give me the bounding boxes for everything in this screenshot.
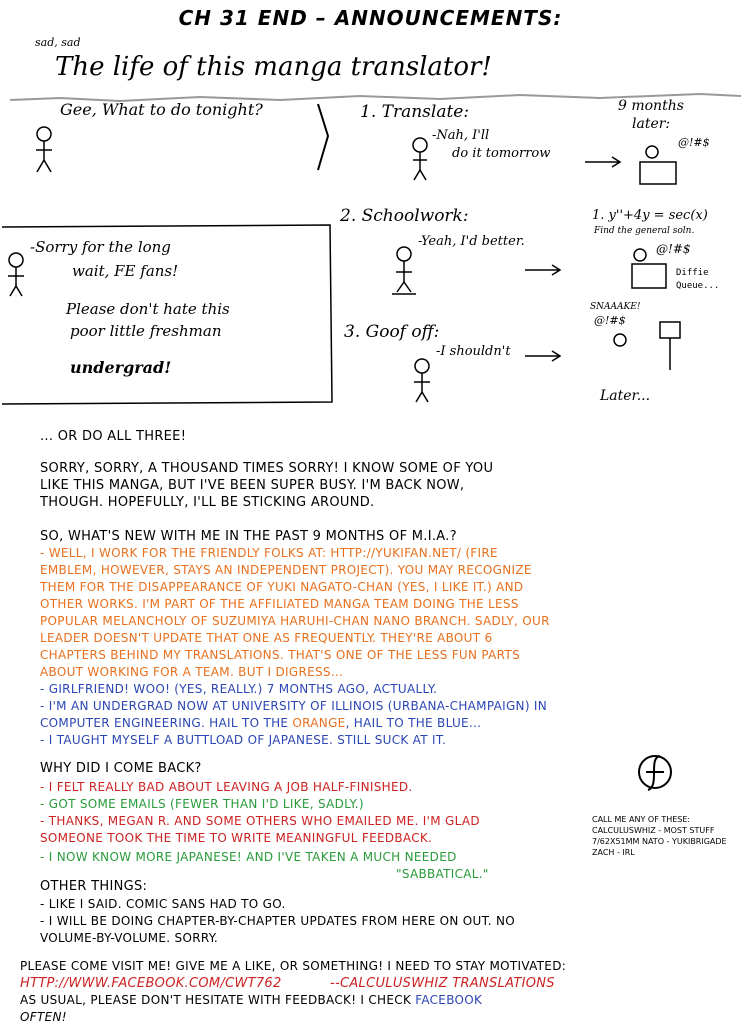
orange-line-7: CHAPTERS BEHIND MY TRANSLATIONS. THAT'S ONE OF THE LESS FUN PARTS: [40, 648, 520, 662]
step3-result: Later...: [600, 388, 651, 404]
apology-line-1: -Sorry for the long: [30, 238, 171, 256]
blue-word: BLUE: [437, 716, 469, 730]
page-title: CH 31 END – ANNOUNCEMENTS:: [178, 6, 563, 30]
call-me-box: [592, 814, 727, 858]
why-back-heading: WHY DID I COME BACK?: [40, 761, 202, 776]
step2-math: 1. y''+4y = sec(x): [592, 208, 708, 223]
apology-line-2: wait, FE fans!: [72, 262, 179, 280]
apology-line-4: poor little freshman: [70, 322, 222, 340]
undergrad-line-2: [40, 715, 481, 732]
reason-3-line-2: SOMEONE TOOK THE TIME TO WRITE MEANINGFUL FEEDBACK.: [40, 831, 433, 845]
undergrad-line-1: - I'M AN UNDERGRAD NOW AT UNIVERSITY OF ILLINOIS (URBANA-CHAMPAIGN) IN: [40, 699, 548, 713]
sorry-line-1: SORRY, SORRY, A THOUSAND TIMES SORRY! I KNOW SOME OF YOU: [40, 461, 494, 476]
step2-caption-2: Queue...: [676, 281, 720, 291]
sorry-line-2: LIKE THIS MANGA, BUT I'VE BEEN SUPER BUSY. I'M BACK NOW,: [40, 478, 465, 493]
orange-line-5: POPULAR MELANCHOLY OF SUZUMIYA HARUHI-CHAN NANO BRANCH. SADLY, OUR: [40, 614, 550, 628]
reason-4: - I NOW KNOW MORE JAPANESE! AND I'VE TAKEN A MUCH NEEDED: [40, 850, 457, 864]
step3-reply: -I shouldn't: [436, 344, 511, 359]
facebook-word: FACEBOOK: [415, 993, 483, 1007]
signature: --CALCULUSWHIZ TRANSLATIONS: [330, 976, 555, 991]
sorry-line-3: THOUGH. HOPEFULLY, I'LL BE STICKING AROUND.: [40, 495, 375, 510]
visit-line: PLEASE COME VISIT ME! GIVE ME A LIKE, OR SOMETHING! I NEED TO STAY MOTIVATED:: [20, 959, 567, 973]
other-2-line-1: - I WILL BE DOING CHAPTER-BY-CHAPTER UPDATES FROM HERE ON OUT. NO: [40, 914, 516, 928]
step3-label: 3. Goof off:: [344, 322, 440, 342]
step3-noise-1: SNAAAKE!: [590, 302, 641, 312]
calculus-logo-icon: [639, 756, 671, 790]
step1-reply-1: -Nah, I'll: [432, 128, 490, 143]
apology-line-5: undergrad!: [70, 358, 172, 377]
step2-noise: @!#$: [656, 242, 691, 256]
whats-new-heading: SO, WHAT'S NEW WITH ME IN THE PAST 9 MONTHS OF M.I.A.?: [40, 529, 457, 544]
often-line: OFTEN!: [20, 1010, 67, 1024]
hail-end: ...: [468, 716, 482, 730]
step1-noise: @!#$: [678, 136, 710, 149]
step3-noise-2: @!#$: [594, 314, 626, 327]
step1-result-2: later:: [632, 116, 671, 132]
call-me-line-4: ZACH - IRL: [592, 848, 635, 857]
other-2-line-2: VOLUME-BY-VOLUME. SORRY.: [40, 931, 219, 945]
reason-3-line-1: - THANKS, MEGAN R. AND SOME OTHERS WHO EMAILED ME. I'M GLAD: [40, 814, 480, 828]
orange-line-6: LEADER DOESN'T UPDATE THAT ONE AS FREQUENTLY. THEY'RE ABOUT 6: [40, 631, 493, 645]
facebook-link[interactable]: HTTP://WWW.FACEBOOK.COM/CWT762: [20, 976, 282, 991]
step1-label: 1. Translate:: [360, 102, 470, 122]
step1-reply-2: do it tomorrow: [452, 146, 551, 161]
call-me-line-1: CALL ME ANY OF THESE:: [592, 815, 691, 824]
gee-text: Gee, What to do tonight?: [60, 100, 263, 119]
orange-line-3: THEM FOR THE DISAPPEARANCE OF YUKI NAGATO-CHAN (YES, I LIKE IT.) AND: [40, 580, 524, 594]
orange-line-4: OTHER WORKS. I'M PART OF THE AFFILIATED MANGA TEAM DOING THE LESS: [40, 597, 519, 611]
all-three-text: ... OR DO ALL THREE!: [40, 429, 187, 444]
reason-2: - GOT SOME EMAILS (FEWER THAN I'D LIKE, SADLY.): [40, 797, 364, 811]
call-me-line-2: CALCULUSWHIZ - MOST STUFF: [592, 826, 715, 835]
orange-line-1: - WELL, I WORK FOR THE FRIENDLY FOLKS AT: HTTP://YUKIFAN.NET/ (FIRE: [40, 546, 498, 560]
step2-caption-1: Diffie: [676, 268, 709, 278]
call-me-line-3: 7/62X51MM NATO - YUKIBRIGADE: [592, 837, 727, 846]
orange-word: ORANGE: [292, 716, 346, 730]
girlfriend-line: - GIRLFRIEND! WOO! (YES, REALLY.) 7 MONTHS AGO, ACTUALLY.: [40, 682, 438, 696]
feedback-text: AS USUAL, PLEASE DON'T HESITATE WITH FEEDBACK! I CHECK: [20, 993, 416, 1007]
apology-line-3: Please don't hate this: [66, 300, 230, 318]
step2-math2: Find the general soln.: [594, 226, 695, 236]
other-1: - LIKE I SAID. COMIC SANS HAD TO GO.: [40, 897, 286, 911]
feedback-line: [20, 992, 482, 1009]
comic-heading: The life of this manga translator!: [55, 52, 492, 82]
japanese-line: - I TAUGHT MYSELF A BUTTLOAD OF JAPANESE. STILL SUCK AT IT.: [40, 733, 447, 747]
undergrad-line-2-text: COMPUTER ENGINEERING. HAIL TO THE: [40, 716, 293, 730]
sabbatical: "SABBATICAL.": [396, 867, 489, 881]
step1-result-1: 9 months: [618, 98, 684, 114]
other-heading: OTHER THINGS:: [40, 879, 148, 894]
orange-line-8: ABOUT WORKING FOR A TEAM. BUT I DIGRESS...: [40, 665, 344, 679]
sad-sad-text: sad, sad: [35, 36, 81, 49]
orange-line-2: EMBLEM, HOWEVER, STAYS AN INDEPENDENT PROJECT). YOU MAY RECOGNIZE: [40, 563, 532, 577]
step2-label: 2. Schoolwork:: [340, 206, 469, 226]
stick-figure-main: [36, 127, 52, 172]
hail-mid: , HAIL TO THE: [345, 716, 438, 730]
reason-1: - I FELT REALLY BAD ABOUT LEAVING A JOB HALF-FINISHED.: [40, 780, 413, 794]
step2-reply: -Yeah, I'd better.: [418, 234, 525, 249]
